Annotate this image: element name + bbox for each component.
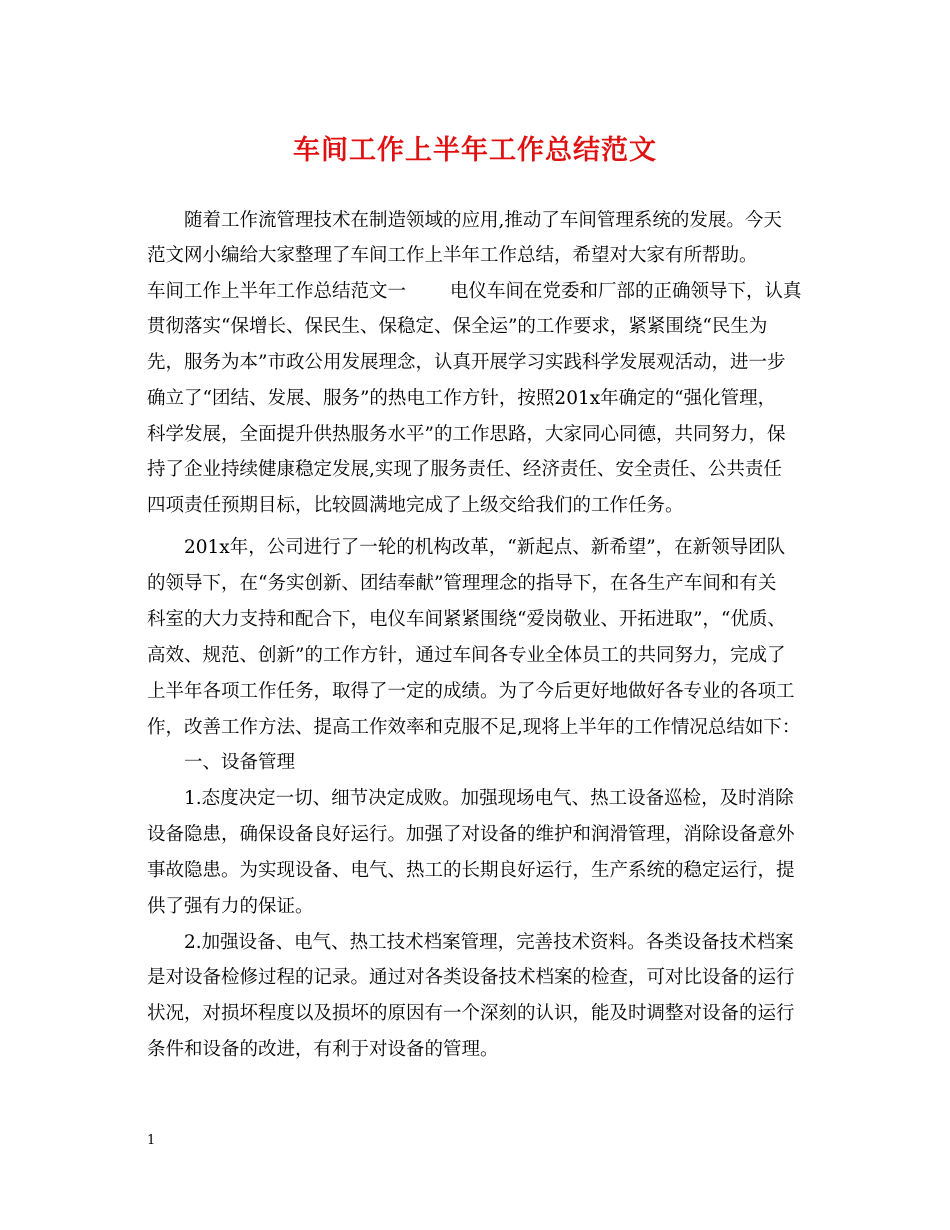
- section-heading: 一、设备管理: [184, 752, 296, 773]
- text-line: 2.加强设备、电气、热工技术档案管理，完善技术资料。各类设备技术档案: [184, 932, 794, 953]
- text-line: 高效、规范、创新”的工作方针，通过车间各专业全体员工的共同努力，完成了: [147, 645, 786, 666]
- text-line-continuation: 电仪车间在党委和厂部的正确领导下，认真: [450, 281, 802, 302]
- text-line: 先，服务为本”市政公用发展理念，认真开展学习实践科学发展观活动，进一步: [147, 352, 786, 373]
- text-line: 贯彻落实“保增长、保民生、保稳定、保全运”的工作要求，紧紧围绕“民生为: [147, 316, 768, 337]
- text-line: 1.态度决定一切、细节决定成败。加强现场电气、热工设备巡检，及时消除: [184, 788, 794, 809]
- text-line: 科室的大力支持和配合下，电仪车间紧紧围绕“爱岗敬业、开拓进取”，“优质、: [147, 609, 786, 630]
- text-line: 确立了“团结、发展、服务”的热电工作方针，按照201x年确定的“强化管理，: [147, 388, 777, 409]
- text-line: 是对设备检修过程的记录。通过对各类设备技术档案的检查，可对比设备的运行: [147, 967, 795, 988]
- text-line: 四项责任预期目标，比较圆满地完成了上级交给我们的工作任务。: [147, 495, 684, 516]
- text-line: 的领导下，在“务实创新、团结奉献”管理理念的指导下，在各生产车间和有关: [147, 573, 777, 594]
- text-line: 作，改善工作方法、提高工作效率和克服不足,现将上半年的工作情况总结如下：: [147, 717, 801, 738]
- text-line: 供了强有力的保证。: [147, 896, 314, 917]
- text-line: 事故隐患。为实现设备、电气、热工的长期良好运行，生产系统的稳定运行，提: [147, 860, 795, 881]
- text-line: 201x年，公司进行了一轮的机构改革，“新起点、新希望”，在新领导团队: [184, 537, 786, 558]
- text-line-with-heading: [147, 278, 802, 306]
- text-line: 范文网小编给大家整理了车间工作上半年工作总结，希望对大家有所帮助。: [147, 245, 758, 266]
- page-number: 1: [147, 1133, 156, 1148]
- text-line: 上半年各项工作任务，取得了一定的成绩。为了今后更好地做好各专业的各项工: [147, 681, 795, 702]
- document-title: 车间工作上半年工作总结范文: [293, 135, 657, 166]
- text-line: 持了企业持续健康稳定发展,实现了服务责任、经济责任、安全责任、公共责任: [147, 459, 782, 480]
- text-line: 条件和设备的改进，有利于对设备的管理。: [147, 1039, 499, 1060]
- text-line: 设备隐患，确保设备良好运行。加强了对设备的维护和润滑管理，消除设备意外: [147, 824, 795, 845]
- text-line: 科学发展，全面提升供热服务水平”的工作思路，大家同心同德，共同努力，保: [147, 424, 786, 445]
- text-line: 状况，对损坏程度以及损坏的原因有一个深刻的认识，能及时调整对设备的运行: [147, 1003, 795, 1024]
- section-heading: 车间工作上半年工作总结范文一: [147, 281, 407, 302]
- text-line: 随着工作流管理技术在制造领域的应用,推动了车间管理系统的发展。今天: [184, 210, 782, 231]
